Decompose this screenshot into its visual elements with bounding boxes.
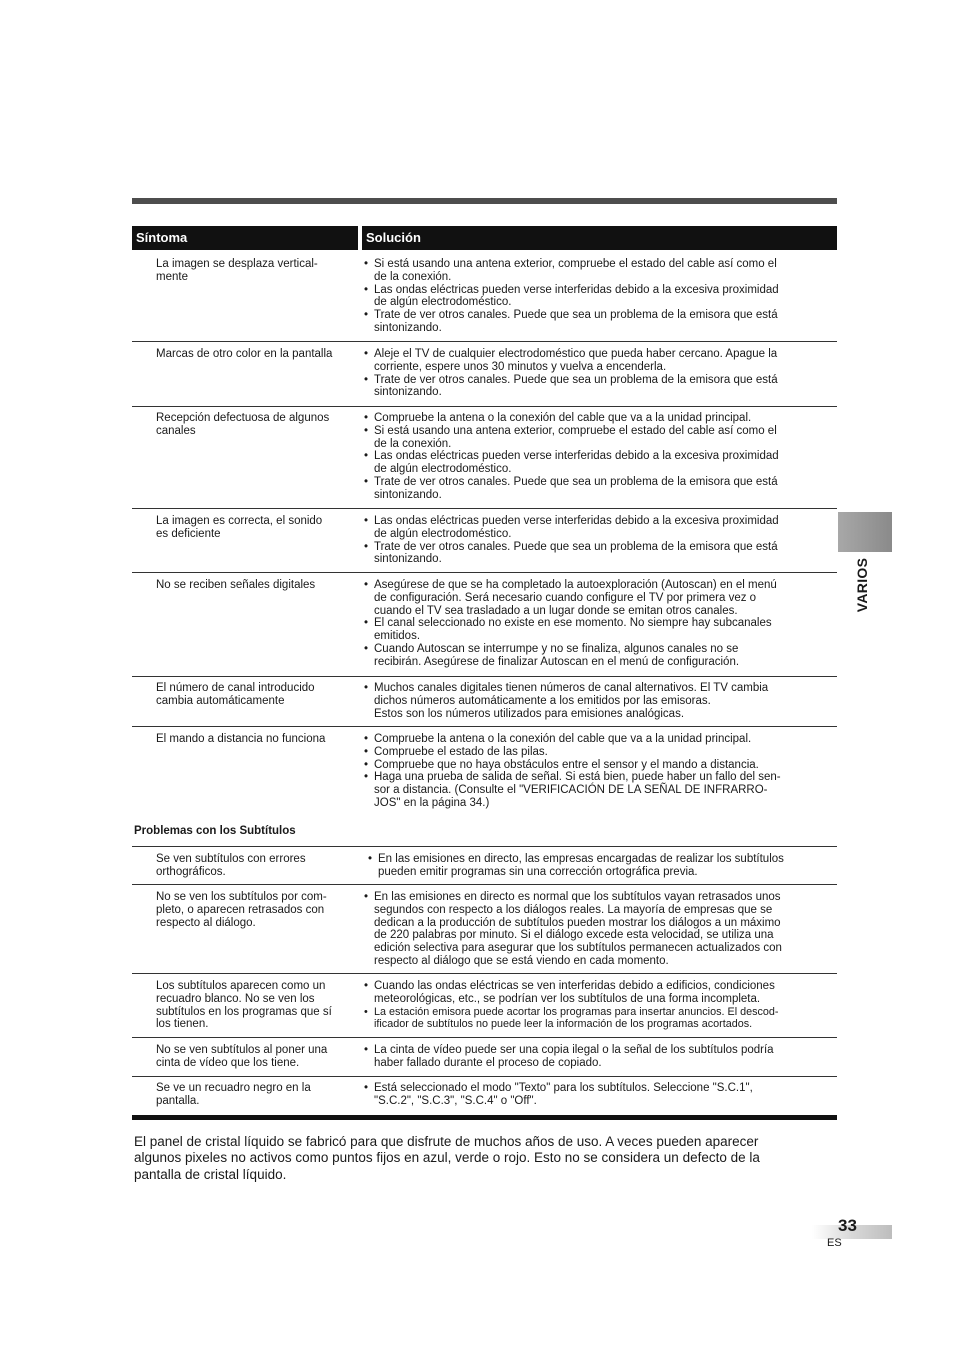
solution-cell <box>364 891 832 968</box>
solution-item: • Las ondas eléctricas pueden verse interferidas debido a la excesiva proximidad de algún electrodoméstico. <box>364 515 832 541</box>
solution-item: • El canal seleccionado no existe en ese momento. No siempre hay subcanales emitidos. <box>364 617 832 643</box>
solution-cell <box>364 348 832 399</box>
symptom-cell: El mando a distancia no funciona <box>156 733 326 745</box>
symptom-cell: El número de canal introducido cambia automáticamente <box>156 682 315 707</box>
symptom-cell: Los subtítulos aparecen como un recuadro blanco. No se ven los subtítulos en los programas que sí los tienen. <box>156 980 332 1031</box>
symptom-cell: No se ven subtítulos al poner una cinta de vídeo que los tiene. <box>156 1044 328 1069</box>
table-row <box>132 508 837 572</box>
section-side-label-text: VARIOS <box>854 557 870 613</box>
solution-item: • La estación emisora puede acortar los programas para insertar anuncios. El descod- ificador de subtítulos no puede leer la información de los programas acortados. <box>364 1006 832 1032</box>
symptom-cell: La imagen es correcta, el sonido es deficiente <box>156 515 323 540</box>
subtitles-section-heading: Problemas con los Subtítulos <box>134 825 296 837</box>
solution-item: • Trate de ver otros canales. Puede que sea un problema de la emisora que está sintonizando. <box>364 309 832 335</box>
table-row <box>132 1037 837 1076</box>
solution-item: • Trate de ver otros canales. Puede que sea un problema de la emisora que está sintonizando. <box>364 541 832 567</box>
table-row <box>132 726 837 817</box>
solution-item: • Las ondas eléctricas pueden verse interferidas debido a la excesiva proximidad de algún electrodoméstico. <box>364 284 832 310</box>
solution-item: • Cuando Autoscan se interrumpe y no se finaliza, algunos canales no se recibirán. Asegúrese de finalizar Autoscan en el menú de configuración. <box>364 643 832 669</box>
table-row <box>132 884 837 973</box>
solution-item: • Está seleccionado el modo "Texto" para los subtítulos. Seleccione "S.C.1", "S.C.2", "S.C.3", "S.C.4" o "Off". <box>364 1082 832 1108</box>
section-side-label <box>842 555 882 615</box>
solution-item: • Trate de ver otros canales. Puede que sea un problema de la emisora que está sintonizando. <box>364 476 832 502</box>
solution-item: • Las ondas eléctricas pueden verse interferidas debido a la excesiva proximidad de algún electrodoméstico. <box>364 450 832 476</box>
solution-item: • Haga una prueba de salida de señal. Si está bien, puede haber un fallo del sen- sor a distancia. (Consulte el "VERIFICACIÓN DE LA SEÑAL DE INFRARRO- JOS" en la página 34.) <box>364 771 832 809</box>
solution-cell <box>368 853 836 879</box>
solution-cell <box>364 682 832 720</box>
lcd-footnote <box>134 1134 824 1183</box>
solution-cell <box>364 980 832 1031</box>
solution-cell <box>364 733 832 810</box>
solution-item: • Muchos canales digitales tienen números de canal alternativos. El TV cambia dichos números automáticamente a los emitidos por las emisoras. <box>364 682 832 708</box>
solution-item: • Si está usando una antena exterior, compruebe el estado del cable así como el de la conexión. <box>364 258 832 284</box>
solution-item: • Cuando las ondas eléctricas se ven interferidas debido a edificios, condiciones meteorológicas, etc., se podrían ver los subtítulos de una forma incompleta. <box>364 980 832 1006</box>
table-row <box>132 253 837 341</box>
solution-item: • Asegúrese de que se ha completado la autoexploración (Autoscan) en el menú de configuración. Será necesario cuando configure el TV por primera vez o cuando el TV sea trasladado a un lugar donde se emitan otros canales. <box>364 579 832 617</box>
solution-item: • Aleje el TV de cualquier electrodoméstico que pueda haber cercano. Apague la corriente, espere unos 30 minutos y vuelva a encenderla. <box>364 348 832 374</box>
symptom-column-header: Síntoma <box>132 226 358 250</box>
bottom-rule <box>132 1115 837 1120</box>
lcd-footnote-text: El panel de cristal líquido se fabricó para que disfrute de muchos años de uso. A veces pueden aparecer algunos pixeles no activos como puntos fijos en azul, verde o rojo. Esto no se considera un defecto de la pantalla de cristal líquido. <box>134 1134 760 1182</box>
table-row <box>132 1076 837 1116</box>
symptom-cell: Marcas de otro color en la pantalla <box>156 348 333 360</box>
table-row <box>132 973 837 1037</box>
page-number: 33 <box>838 1216 857 1235</box>
symptom-cell: No se reciben señales digitales <box>156 579 316 591</box>
table-row <box>132 676 837 726</box>
solution-column-header: Solución <box>362 226 837 250</box>
solution-cell <box>364 515 832 566</box>
symptom-cell: Recepción defectuosa de algunos canales <box>156 412 330 437</box>
solution-cell <box>364 579 832 669</box>
solution-item: • La cinta de vídeo puede ser una copia ilegal o la señal de los subtítulos podría haber fallado durante el proceso de copiado. <box>364 1044 832 1070</box>
table-row <box>132 572 837 676</box>
top-rule <box>132 198 837 204</box>
solution-item: • Si está usando una antena exterior, compruebe el estado del cable así como el de la conexión. <box>364 425 832 451</box>
table-row <box>132 341 837 406</box>
symptom-cell: Se ve un recuadro negro en la pantalla. <box>156 1082 311 1107</box>
solution-item: Estos son los números utilizados para emisiones analógicas. <box>374 707 685 720</box>
solution-item: • Trate de ver otros canales. Puede que sea un problema de la emisora que está sintonizando. <box>364 374 832 400</box>
section-side-tab <box>838 512 892 552</box>
table-row <box>132 406 837 508</box>
solution-item: • Compruebe el estado de las pilas. <box>364 746 832 759</box>
solution-item: • Compruebe que no haya obstáculos entre el sensor y el mando a distancia. <box>364 759 832 772</box>
solution-item: • En las emisiones en directo, las empresas encargadas de realizar los subtítulos pueden emitir programas sin una corrección ortográfica previa. <box>368 853 836 879</box>
solution-cell <box>364 1044 832 1070</box>
symptom-cell: Se ven subtítulos con errores orthográficos. <box>156 853 306 878</box>
solution-cell <box>364 1082 832 1108</box>
symptom-cell: No se ven los subtítulos por com- pleto, o aparecen retrasados con respecto al diálogo. <box>156 891 327 929</box>
solution-item: • En las emisiones en directo es normal que los subtítulos vayan retrasados unos segundos con respecto a los diálogos reales. La mayoría de empresas que se dedican a la producción de subtítulos pueden mostrar los diálogos a un máximo de 220 palabras por minuto. Si el diálogo excede esta velocidad, se utiliza una edición selectiva para asegurar que los subtítulos permanecen actualizados con respecto al diálogo que se está viendo en cada momento. <box>364 891 832 968</box>
solution-item: • Compruebe la antena o la conexión del cable que va a la unidad principal. <box>364 412 832 425</box>
symptom-cell: La imagen se desplaza vertical- mente <box>156 258 318 283</box>
solution-item: • Compruebe la antena o la conexión del cable que va a la unidad principal. <box>364 733 832 746</box>
table-row <box>132 846 837 884</box>
solution-cell <box>364 412 832 502</box>
solution-cell <box>364 258 832 335</box>
language-code: ES <box>827 1237 842 1249</box>
